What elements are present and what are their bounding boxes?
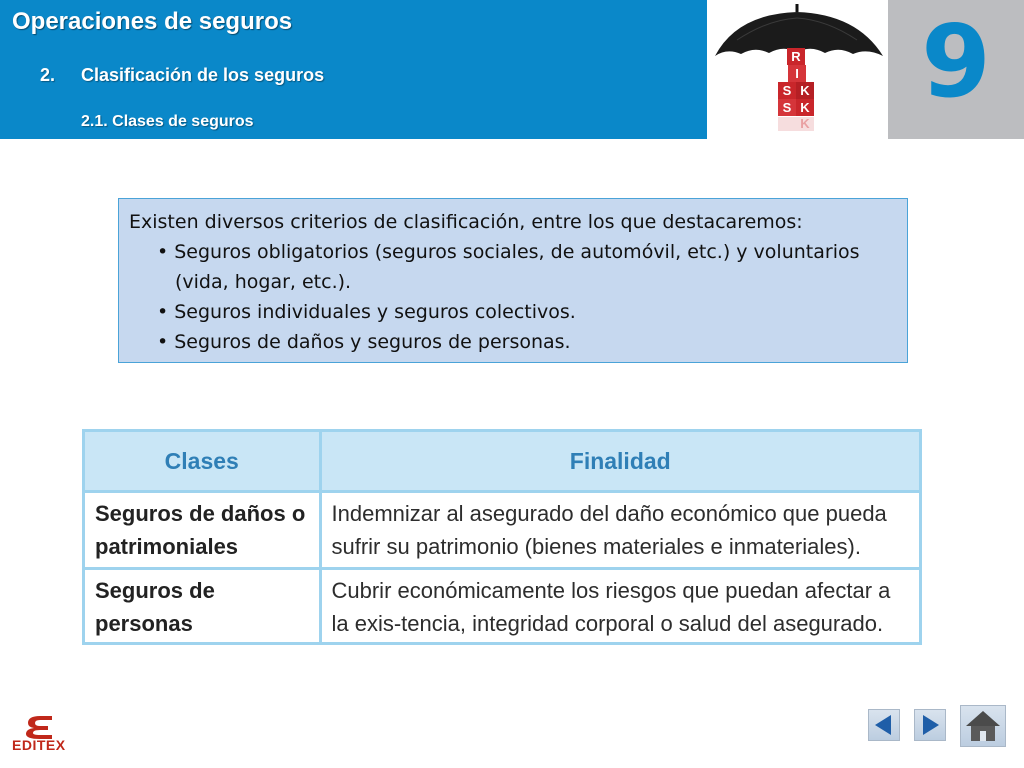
prev-arrow-icon [869,710,899,740]
previous-slide-button[interactable] [868,709,900,741]
slide-title: Operaciones de seguros [12,8,293,35]
chapter-number: 9 [921,3,991,120]
table-cell-class: Seguros de daños o patrimoniales [85,492,320,569]
table-header-row [85,432,919,492]
insurance-classes-table [85,432,919,644]
chapter-badge [888,0,1024,139]
home-icon [961,706,1005,746]
risk-letter-s1: S [782,83,792,98]
subsection-heading: 2.1. Clases de seguros [81,113,254,130]
table-row [85,569,919,645]
insurance-classes-table-frame [82,429,922,645]
next-arrow-icon [915,710,945,740]
intro-bullet: • Seguros de daños y seguros de personas. [157,327,897,357]
risk-letter-i: I [795,66,799,81]
intro-lead: Existen diversos criterios de clasificación, entre los que destacaremos: [129,211,803,233]
editex-logo-text: EDITEX [12,737,66,753]
risk-letter-k1: K [800,83,810,98]
risk-letter-k3: K [800,116,810,131]
intro-bullet: • Seguros individuales y seguros colectivos. [157,297,897,327]
section-heading [40,65,324,86]
slide-header [0,0,707,139]
intro-box [118,198,908,363]
column-header-clases: Clases [85,432,320,492]
risk-letter-s2: S [782,100,792,115]
table-cell-class: Seguros de personas [85,569,320,645]
risk-letter-r: R [791,49,801,64]
table-cell-purpose: Cubrir económicamente los riesgos que puedan afectar a la exis-tencia, integridad corporal o salud del asegurado. [331,578,891,636]
table-row [85,492,919,569]
editex-logo-mark [10,712,80,740]
section-title: Clasificación de los seguros [81,65,325,85]
next-slide-button[interactable] [914,709,946,741]
intro-bullet-list [129,237,897,357]
column-header-finalidad: Finalidad [320,432,919,492]
section-number: 2. [40,65,56,85]
umbrella-risk-illustration [707,0,888,139]
intro-bullet: • Seguros obligatorios (seguros sociales, de automóvil, etc.) y voluntarios (vida, hogar, etc.). [157,237,897,297]
risk-letter-k2: K [800,100,810,115]
umbrella-risk-image [707,0,888,139]
home-button[interactable] [960,705,1006,747]
table-cell-purpose: Indemnizar al asegurado del daño económico que pueda sufrir su patrimonio (bienes materiales e inmateriales). [320,492,919,569]
